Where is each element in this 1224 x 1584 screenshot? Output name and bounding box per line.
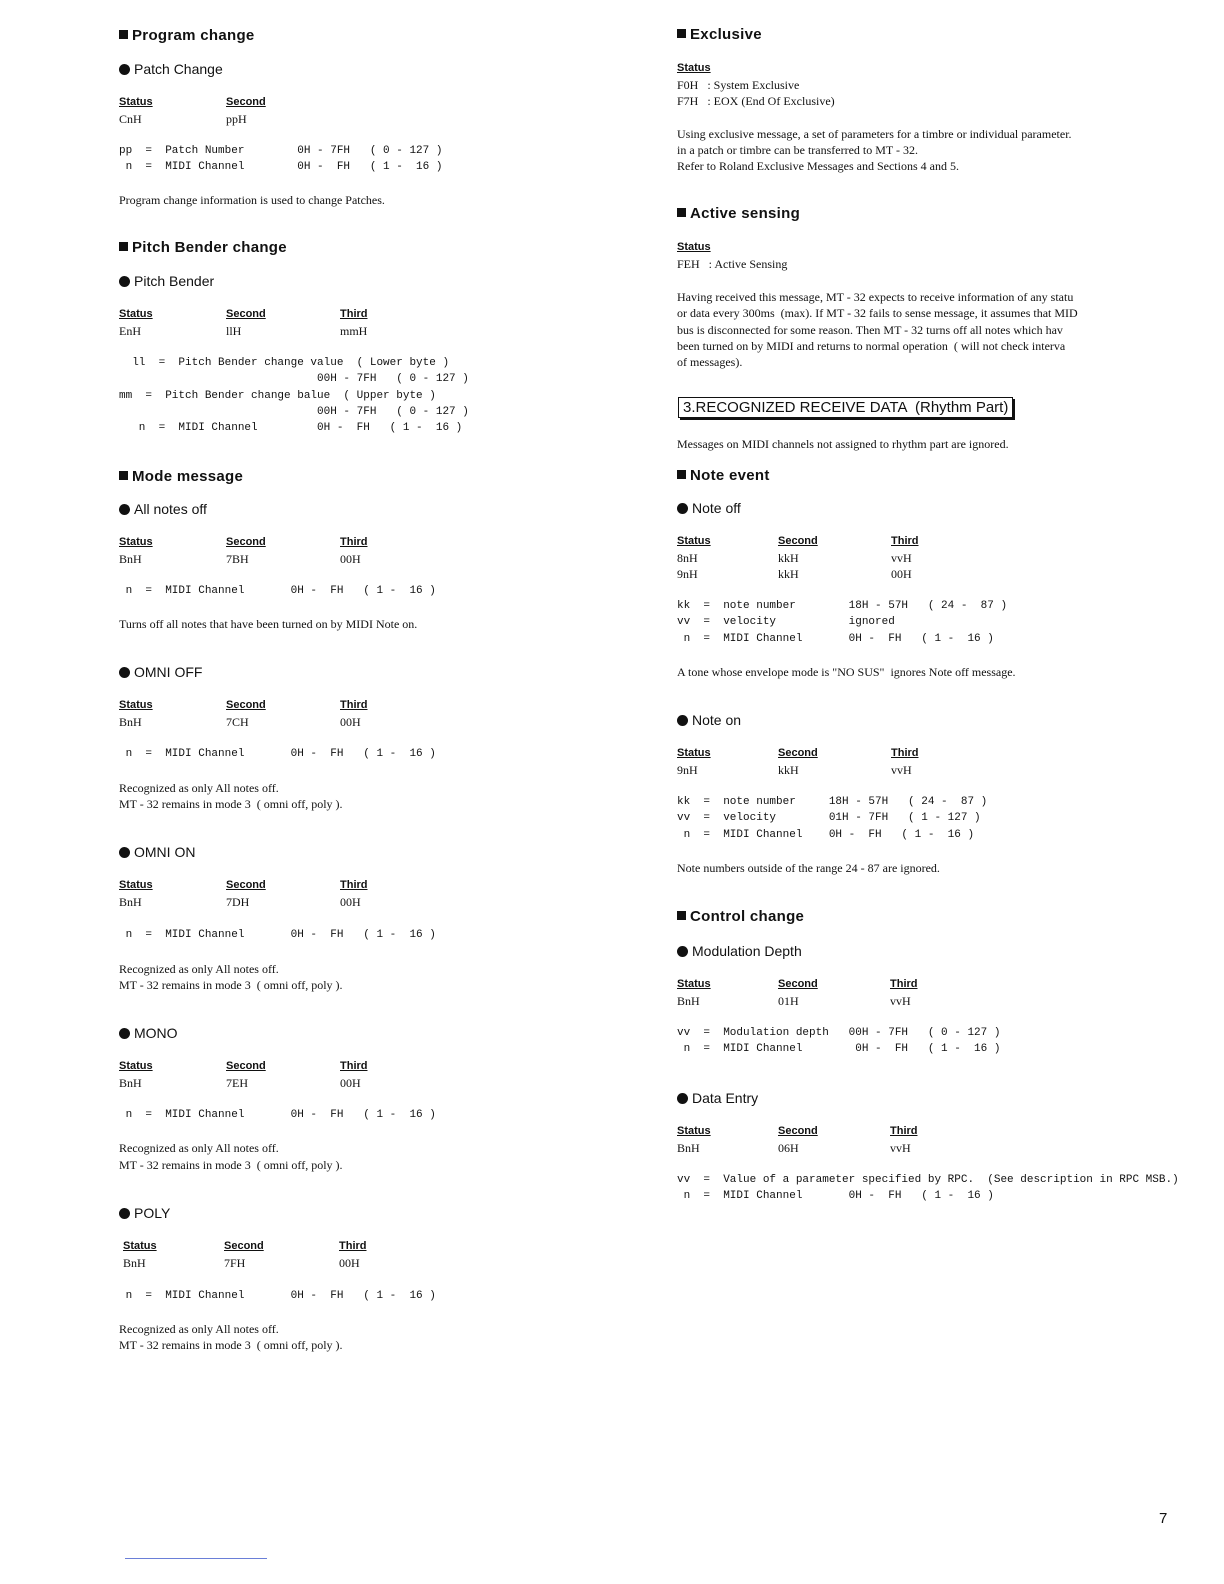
status-value: 9nH [677, 763, 698, 777]
status-label: Status [119, 536, 153, 548]
definition-line: vv = Value of a parameter specified by RPC. (See description in RPC MSB.) [677, 1174, 1179, 1186]
status-line: FEH : Active Sensing [677, 257, 788, 271]
third-value: 00H [340, 715, 361, 729]
definition-line: n = MIDI Channel 0H - FH ( 1 - 16 ) [119, 585, 436, 597]
description-text: Note numbers outside of the range 24 - 87 are ignored. [677, 861, 940, 875]
round-bullet-icon [119, 276, 130, 287]
description-text: bus is disconnected for some reason. Then MT - 32 turns off all notes which hav [677, 323, 1063, 337]
second-value: ppH [226, 112, 247, 126]
status-label: Status [677, 241, 711, 253]
section-intro-text: Messages on MIDI channels not assigned to rhythm part are ignored. [677, 437, 1009, 451]
status-label: Status [677, 1125, 711, 1137]
note-on-subheading: Note on [677, 712, 741, 728]
status-label: Status [677, 535, 711, 547]
definition-line: pp = Patch Number 0H - 7FH ( 0 - 127 ) [119, 145, 443, 157]
active-sensing-heading: Active sensing [677, 205, 800, 222]
status-value: BnH [677, 994, 700, 1008]
description-text: in a patch or timbre can be transferred to MT - 32. [677, 143, 919, 157]
round-bullet-icon [119, 504, 130, 515]
third-label: Third [891, 535, 919, 547]
second-value: llH [226, 324, 242, 338]
pitch-bender-subheading: Pitch Bender [119, 273, 214, 289]
second-label: Second [778, 978, 818, 990]
definition-line: n = MIDI Channel 0H - FH ( 1 - 16 ) [677, 1043, 1001, 1055]
definition-line: 00H - 7FH ( 0 - 127 ) [119, 406, 469, 418]
status-label: Status [677, 978, 711, 990]
third-value: vvH [890, 1141, 911, 1155]
second-value: 06H [778, 1141, 799, 1155]
description-text: Recognized as only All notes off. [119, 781, 279, 795]
definition-line: n = MIDI Channel 0H - FH ( 1 - 16 ) [677, 633, 994, 645]
square-bullet-icon [119, 30, 128, 39]
poly-subheading: POLY [119, 1205, 170, 1221]
definition-line: n = MIDI Channel 0H - FH ( 1 - 16 ) [119, 929, 436, 941]
definition-line: vv = velocity ignored [677, 616, 895, 628]
square-bullet-icon [677, 208, 686, 217]
third-label: Third [340, 308, 368, 320]
description-text: of messages). [677, 355, 743, 369]
status-value: BnH [677, 1141, 700, 1155]
definition-line: kk = note number 18H - 57H ( 24 - 87 ) [677, 600, 1008, 612]
status-value: EnH [119, 324, 141, 338]
data-entry-subheading: Data Entry [677, 1090, 758, 1106]
second-label: Second [226, 308, 266, 320]
status-value: BnH [119, 715, 142, 729]
status-line: F0H : System Exclusive [677, 78, 800, 92]
status-line: F7H : EOX (End Of Exclusive) [677, 94, 835, 108]
pitch-bender-heading: Pitch Bender change [119, 239, 287, 256]
third-label: Third [339, 1240, 367, 1252]
description-text: Program change information is used to change Patches. [119, 193, 385, 207]
square-bullet-icon [677, 29, 686, 38]
omni-off-subheading: OMNI OFF [119, 664, 202, 680]
square-bullet-icon [119, 242, 128, 251]
second-value: 7DH [226, 895, 250, 909]
second-label: Second [778, 535, 818, 547]
round-bullet-icon [119, 1028, 130, 1039]
second-value: 01H [778, 994, 799, 1008]
second-label: Second [226, 1060, 266, 1072]
note-off-subheading: Note off [677, 500, 741, 516]
third-label: Third [890, 1125, 918, 1137]
note-event-heading: Note event [677, 467, 770, 484]
third-value: 00H [339, 1256, 360, 1270]
definition-line: n = MIDI Channel 0H - FH ( 1 - 16 ) [677, 829, 975, 841]
second-value: kkH [778, 551, 799, 565]
third-label: Third [340, 879, 368, 891]
third-value: vvH [890, 994, 911, 1008]
status-value: BnH [119, 895, 142, 909]
description-text: Recognized as only All notes off. [119, 962, 279, 976]
second-value: 7CH [226, 715, 249, 729]
third-label: Third [891, 747, 919, 759]
status-label: Status [123, 1240, 157, 1252]
second-label: Second [778, 747, 818, 759]
exclusive-heading: Exclusive [677, 26, 762, 43]
third-value: 00H [340, 552, 361, 566]
round-bullet-icon [677, 715, 688, 726]
section-title-box: 3.RECOGNIZED RECEIVE DATA (Rhythm Part) [678, 397, 1013, 418]
second-label: Second [226, 96, 266, 108]
description-text: Recognized as only All notes off. [119, 1141, 279, 1155]
second-value: kkH [778, 763, 799, 777]
third-value: vvH [891, 551, 912, 565]
status-label: Status [119, 879, 153, 891]
status-label: Status [119, 96, 153, 108]
third-label: Third [340, 699, 368, 711]
definition-line: n = MIDI Channel 0H - FH ( 1 - 16 ) [119, 748, 436, 760]
second-label: Second [226, 879, 266, 891]
all-notes-off-subheading: All notes off [119, 501, 207, 517]
definition-line: kk = note number 18H - 57H ( 24 - 87 ) [677, 796, 988, 808]
second-label: Second [778, 1125, 818, 1137]
status-value: BnH [119, 1076, 142, 1090]
round-bullet-icon [677, 1093, 688, 1104]
status-value: 8nH [677, 551, 698, 565]
description-text: or data every 300ms (max). If MT - 32 fails to sense message, it assumes that MID [677, 306, 1078, 320]
status-value: 9nH [677, 567, 698, 581]
round-bullet-icon [119, 667, 130, 678]
definition-line: vv = Modulation depth 00H - 7FH ( 0 - 127 ) [677, 1027, 1001, 1039]
round-bullet-icon [677, 503, 688, 514]
mode-message-heading: Mode message [119, 468, 243, 485]
definition-line: 00H - 7FH ( 0 - 127 ) [119, 373, 469, 385]
description-text: MT - 32 remains in mode 3 ( omni off, poly ). [119, 797, 343, 811]
second-value: 7BH [226, 552, 249, 566]
third-label: Third [340, 536, 368, 548]
round-bullet-icon [119, 1208, 130, 1219]
second-label: Second [226, 699, 266, 711]
control-change-heading: Control change [677, 908, 804, 925]
status-label: Status [677, 747, 711, 759]
definition-line: ll = Pitch Bender change value ( Lower byte ) [119, 357, 450, 369]
patch-change-subheading: Patch Change [119, 61, 223, 77]
description-text: Turns off all notes that have been turned on by MIDI Note on. [119, 617, 418, 631]
description-text: MT - 32 remains in mode 3 ( omni off, poly ). [119, 1158, 343, 1172]
definition-line: n = MIDI Channel 0H - FH ( 1 - 16 ) [677, 1190, 994, 1202]
mono-subheading: MONO [119, 1025, 178, 1041]
description-text: Using exclusive message, a set of parameters for a timbre or individual parameter. [677, 127, 1072, 141]
round-bullet-icon [119, 847, 130, 858]
second-value: 7EH [226, 1076, 248, 1090]
third-value: vvH [891, 763, 912, 777]
square-bullet-icon [677, 911, 686, 920]
page-number: 7 [1159, 1510, 1168, 1527]
status-label: Status [119, 699, 153, 711]
status-label: Status [119, 1060, 153, 1072]
status-value: BnH [123, 1256, 146, 1270]
square-bullet-icon [119, 471, 128, 480]
round-bullet-icon [119, 64, 130, 75]
second-value: kkH [778, 567, 799, 581]
description-text: MT - 32 remains in mode 3 ( omni off, poly ). [119, 978, 343, 992]
description-text: MT - 32 remains in mode 3 ( omni off, poly ). [119, 1338, 343, 1352]
third-value: 00H [891, 567, 912, 581]
third-value: mmH [340, 324, 368, 338]
definition-line: vv = velocity 01H - 7FH ( 1 - 127 ) [677, 812, 981, 824]
third-value: 00H [340, 1076, 361, 1090]
round-bullet-icon [677, 946, 688, 957]
program-change-heading: Program change [119, 27, 255, 44]
status-value: CnH [119, 112, 142, 126]
definition-line: n = MIDI Channel 0H - FH ( 1 - 16 ) [119, 1290, 436, 1302]
definition-line: mm = Pitch Bender change balue ( Upper byte ) [119, 390, 436, 402]
description-text: A tone whose envelope mode is "NO SUS" ignores Note off message. [677, 665, 1016, 679]
definition-line: n = MIDI Channel 0H - FH ( 1 - 16 ) [119, 422, 463, 434]
description-text: been turned on by MIDI and returns to normal operation ( will not check interva [677, 339, 1066, 353]
square-bullet-icon [677, 470, 686, 479]
omni-on-subheading: OMNI ON [119, 844, 195, 860]
second-value: 7FH [224, 1256, 246, 1270]
description-text: Having received this message, MT - 32 expects to receive information of any statu [677, 290, 1074, 304]
definition-line: n = MIDI Channel 0H - FH ( 1 - 16 ) [119, 1109, 436, 1121]
third-label: Third [340, 1060, 368, 1072]
description-text: Recognized as only All notes off. [119, 1322, 279, 1336]
second-label: Second [224, 1240, 264, 1252]
status-label: Status [677, 62, 711, 74]
bottom-rule-line [125, 1558, 267, 1559]
description-text: Refer to Roland Exclusive Messages and Sections 4 and 5. [677, 159, 959, 173]
second-label: Second [226, 536, 266, 548]
third-label: Third [890, 978, 918, 990]
definition-line: n = MIDI Channel 0H - FH ( 1 - 16 ) [119, 161, 443, 173]
status-label: Status [119, 308, 153, 320]
status-value: BnH [119, 552, 142, 566]
modulation-depth-subheading: Modulation Depth [677, 943, 802, 959]
third-value: 00H [340, 895, 361, 909]
